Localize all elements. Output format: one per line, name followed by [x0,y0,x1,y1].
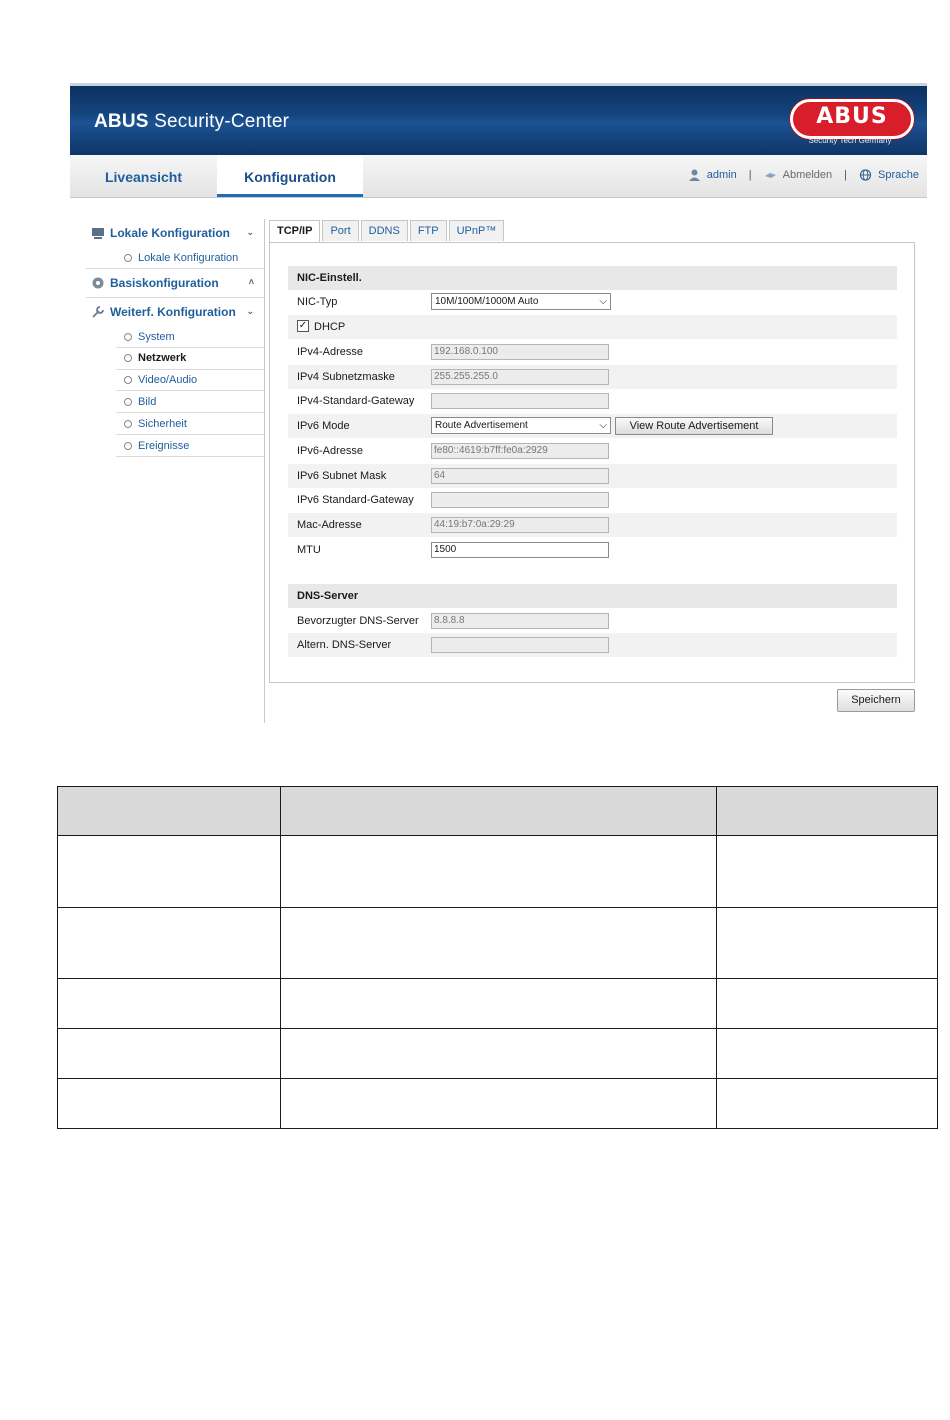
ipv4-gateway-field[interactable] [431,393,609,409]
dns-alternate-row: Altern. DNS-Server [288,633,897,657]
table-cell [281,836,717,908]
tab-konfiguration[interactable]: Konfiguration [217,155,363,197]
table-cell [717,1079,938,1129]
tab-liveansicht[interactable]: Liveansicht [104,169,183,185]
ipv6-mode-row: IPv6 Mode Route Advertisement ⌵ View Route Advertisement [288,414,897,438]
parameter-table [57,786,938,1129]
dns-section-header: DNS-Server [288,584,897,608]
divider [116,434,264,435]
ipv4-row: IPv4-Adresse 192.168.0.100 [288,340,897,364]
user-icon [688,169,701,181]
bullet-icon [124,376,132,384]
ipv6-address-field[interactable]: fe80::4619:b7ff:fe0a:2929 [431,443,609,459]
table-cell [281,1079,717,1129]
mac-address-field[interactable]: 44:19:b7:0a:29:29 [431,517,609,533]
security-center-screenshot: ABUS Security-Center ABUS Security Tech Germany Liveansicht Konfiguration admin | Abmelden | Sprache Lokale Konfiguration ⌄ Lokale Konfiguration Basiskonfiguration ˄ Weiterf. Konfiguration ⌄ System Netzwerk Video/Audio Bild Sicherheit Ereignisse TCP/IP Port DDNS FTP UPnP™ NIC-Einstell. NIC-Typ 10M/100M/1000M Auto ⌵ ✓ DHCP IPv4-Adresse 192.168.0.100 IPv4 Subnetzmaske 255.255.255.0 IPv4-Standard-Gateway IPv6 Mode Route Advertisement ⌵ View Route Advertisement IPv6-Adresse fe80::4619:b7ff:fe0a:2929 IPv6 Subnet Mask 64 IPv6 Standard-Gateway Mac-Adresse 44:19:b7:0a:29:29 MTU 1500 DNS-Server Bevorzugter DNS-Server 8.8.8.8 Altern. DNS-Server Speichern [70,83,927,723]
ipv6-address-row: IPv6-Adresse fe80::4619:b7ff:fe0a:2929 [288,439,897,463]
chevron-down-icon: ⌵ [599,420,607,431]
ipv6-mode-select[interactable]: Route Advertisement ⌵ [431,417,611,434]
separator: | [844,169,848,181]
gear-icon [91,276,105,290]
table-header-row [58,787,938,836]
divider [86,297,264,298]
sidebar-item-video-audio[interactable]: Video/Audio [124,373,264,395]
mac-row: Mac-Adresse 44:19:b7:0a:29:29 [288,513,897,537]
sidebar-item-sicherheit[interactable]: Sicherheit [124,417,264,439]
tab-ftp[interactable]: FTP [410,220,447,241]
divider [116,456,264,457]
tab-upnp[interactable]: UPnP™ [449,220,505,241]
divider [116,412,264,413]
monitor-icon [91,226,105,240]
sidebar-item-system[interactable]: System [124,330,264,352]
nic-type-select[interactable]: 10M/100M/1000M Auto ⌵ [431,293,611,310]
save-button[interactable]: Speichern [837,689,915,712]
user-links [688,169,919,181]
chevron-up-icon: ˄ [248,277,254,287]
mtu-row: MTU 1500 [288,538,897,562]
bullet-icon [124,420,132,428]
table-header-cell [281,787,717,836]
chevron-down-icon: ⌄ [246,306,254,316]
abus-logo: ABUS [790,99,914,139]
sidebar-item-lokale-konfiguration[interactable]: Lokale Konfiguration [124,251,264,273]
bullet-icon [124,333,132,341]
bullet-icon [124,354,132,362]
table-header-cell [717,787,938,836]
table-cell [58,979,281,1029]
table-cell [58,836,281,908]
table-cell [717,1029,938,1079]
dhcp-row: ✓ DHCP [288,315,897,339]
main-nav [70,155,927,198]
subnet-row: IPv4 Subnetzmaske 255.255.255.0 [288,365,897,389]
table-row [58,836,938,908]
logo-tagline: Security Tech Germany [808,136,892,145]
logout-icon [764,169,777,181]
table-cell [58,1029,281,1079]
table-row [58,1079,938,1129]
view-route-advertisement-button[interactable]: View Route Advertisement [615,417,773,435]
language-link[interactable]: Sprache [878,169,919,181]
app-title: ABUS Security-Center [94,111,290,132]
mtu-field[interactable]: 1500 [431,542,609,558]
dhcp-checkbox[interactable]: ✓ [298,320,308,331]
table-cell [58,1079,281,1129]
divider [116,369,264,370]
tab-tcpip[interactable]: TCP/IP [269,220,320,243]
table-cell [717,979,938,1029]
user-link[interactable]: admin [706,169,737,181]
tab-ddns[interactable]: DDNS [361,220,408,241]
table-cell [58,908,281,979]
nic-section-header: NIC-Einstell. [288,266,897,290]
ipv4-address-field[interactable]: 192.168.0.100 [431,344,609,360]
divider [116,390,264,391]
dns-preferred-row: Bevorzugter DNS-Server 8.8.8.8 [288,609,897,633]
table-cell [281,979,717,1029]
table-cell [717,836,938,908]
table-cell [717,908,938,979]
separator: | [748,169,752,181]
header-top-line [70,83,927,86]
divider [116,347,264,348]
brand-header [70,83,927,155]
table-cell [281,908,717,979]
ipv4-subnet-field[interactable]: 255.255.255.0 [431,369,609,385]
divider [86,268,264,269]
bullet-icon [124,254,132,262]
sidebar-divider [264,219,265,723]
sidebar-item-netzwerk[interactable]: Netzwerk [124,351,264,373]
table-row [58,1029,938,1079]
table-row [58,979,938,1029]
ipv6-mask-row: IPv6 Subnet Mask 64 [288,464,897,488]
globe-icon [859,169,872,181]
table-header-cell [58,787,281,836]
wrench-icon [91,305,105,319]
ipv6-gateway-field[interactable] [431,492,609,508]
bullet-icon [124,398,132,406]
chevron-down-icon: ⌵ [599,296,607,307]
alternate-dns-field[interactable] [431,637,609,653]
bullet-icon [124,442,132,450]
ipv6-subnet-mask-field[interactable]: 64 [431,468,609,484]
ipv6-gateway-row: IPv6 Standard-Gateway [288,488,897,512]
logout-link[interactable]: Abmelden [782,169,833,181]
table-cell [281,1029,717,1079]
sidebar-item-bild[interactable]: Bild [124,395,264,417]
chevron-down-icon: ⌄ [246,227,254,237]
config-tabs [269,220,506,242]
preferred-dns-field[interactable]: 8.8.8.8 [431,613,609,629]
sidebar-item-ereignisse[interactable]: Ereignisse [124,439,264,461]
tcpip-panel [269,242,915,683]
table-row [58,908,938,979]
nic-type-row: NIC-Typ 10M/100M/1000M Auto ⌵ [288,290,897,314]
ipv4-gateway-row: IPv4-Standard-Gateway [288,389,897,413]
tab-port[interactable]: Port [322,220,358,241]
